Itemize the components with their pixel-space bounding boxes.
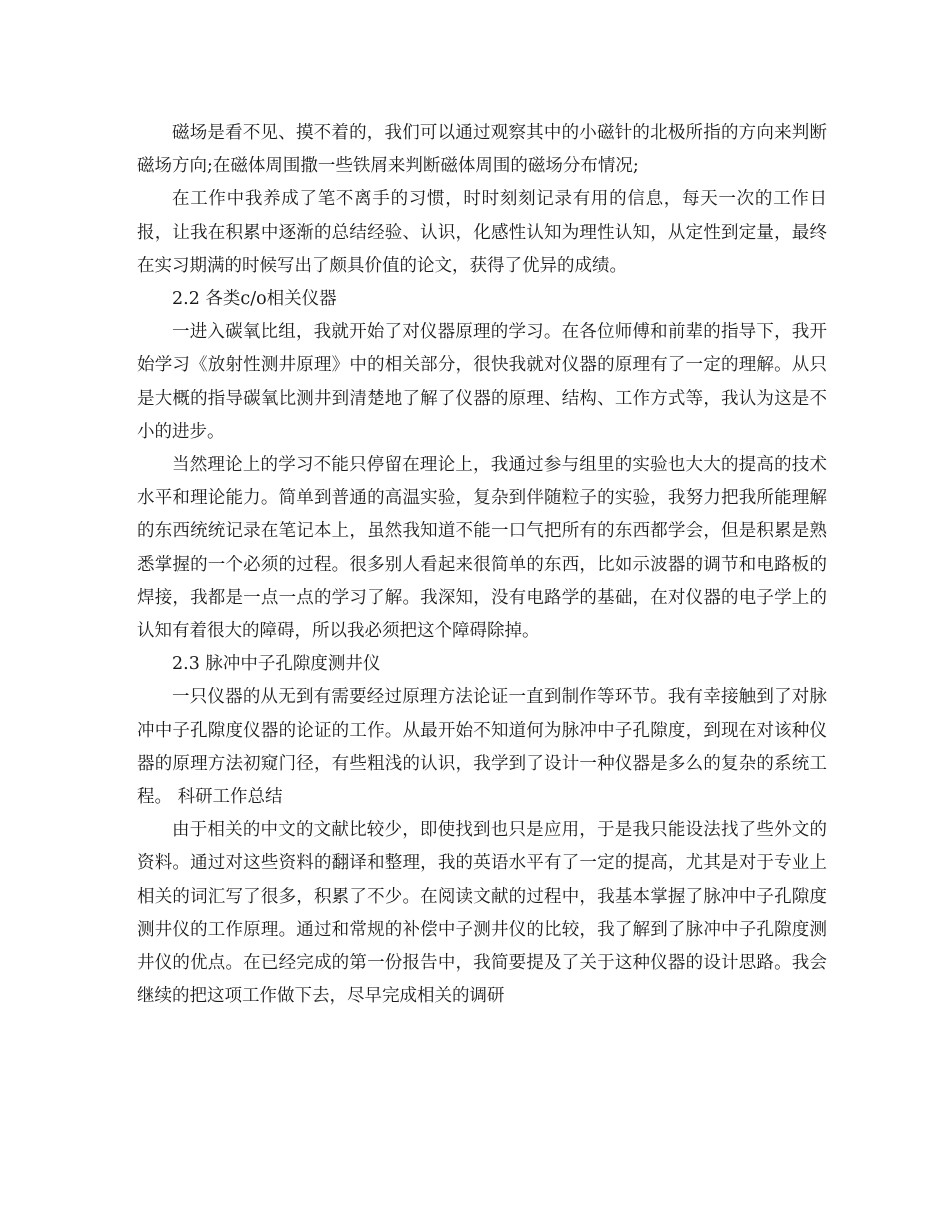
paragraph-work-habits: 在工作中我养成了笔不离手的习惯，时时刻刻记录有用的信息，每天一次的工作日报，让我在积累中逐渐的总结经验、认识，化感性认知为理性认知，从定性到定量，最终在实习期满的时候写出了颇具价值的论文，获得了优异的成绩。 (137, 189, 827, 276)
paragraph-magnetic-field: 磁场是看不见、摸不着的，我们可以通过观察其中的小磁针的北极所指的方向来判断磁场方向;在磁体周围撒一些铁屑来判断磁体周围的磁场分布情况; (137, 123, 827, 177)
section-heading-2-2: 2.2 各类c/o相关仪器 (172, 289, 337, 310)
document-body (137, 117, 827, 1013)
section-heading-2-3: 2.3 脉冲中子孔隙度测井仪 (172, 654, 381, 675)
paragraph-experiments: 当然理论上的学习不能只停留在理论上，我通过参与组里的实验也大大的提高的技术水平和理论能力。简单到普通的高温实验，复杂到伴随粒子的实验，我努力把我所能理解的东西统统记录在笔记本上，虽然我知道不能一口气把所有的东西都学会，但是积累是熟悉掌握的一个必须的过程。很多别人看起来很简单的东西，比如示波器的调节和电路板的焊接，我都是一点一点的学习了解。我深知，没有电路学的基础，在对仪器的电子学上的认知有着很大的障碍，所以我必须把这个障碍除掉。 (137, 455, 827, 642)
paragraph-instrument-principles: 一进入碳氧比组，我就开始了对仪器原理的学习。在各位师傅和前辈的指导下，我开始学习《放射性测井原理》中的相关部分，很快我就对仪器的原理有了一定的理解。从只是大概的指导碳氧比测井到清楚地了解了仪器的原理、结构、工作方式等，我认为这是不小的进步。 (137, 322, 827, 442)
paragraph-instrument-design: 一只仪器的从无到有需要经过原理方法论证一直到制作等环节。我有幸接触到了对脉冲中子孔隙度仪器的论证的工作。从最开始不知道何为脉冲中子孔隙度，到现在对该种仪器的原理方法初窥门径，有些粗浅的认识，我学到了设计一种仪器是多么的复杂的系统工程。 科研工作总结 (137, 687, 827, 808)
paragraph-literature-research: 由于相关的中文的文献比较少，即使找到也只是应用，于是我只能设法找了些外文的资料。通过对这些资料的翻译和整理，我的英语水平有了一定的提高，尤其是对于专业上相关的词汇写了很多，积累了不少。在阅读文献的过程中，我基本掌握了脉冲中子孔隙度测井仪的工作原理。通过和常规的补偿中子测井仪的比较，我了解到了脉冲中子孔隙度测井仪的优点。在已经完成的第一份报告中，我简要提及了关于这种仪器的设计思路。我会继续的把这项工作做下去，尽早完成相关的调研 (137, 820, 827, 1007)
